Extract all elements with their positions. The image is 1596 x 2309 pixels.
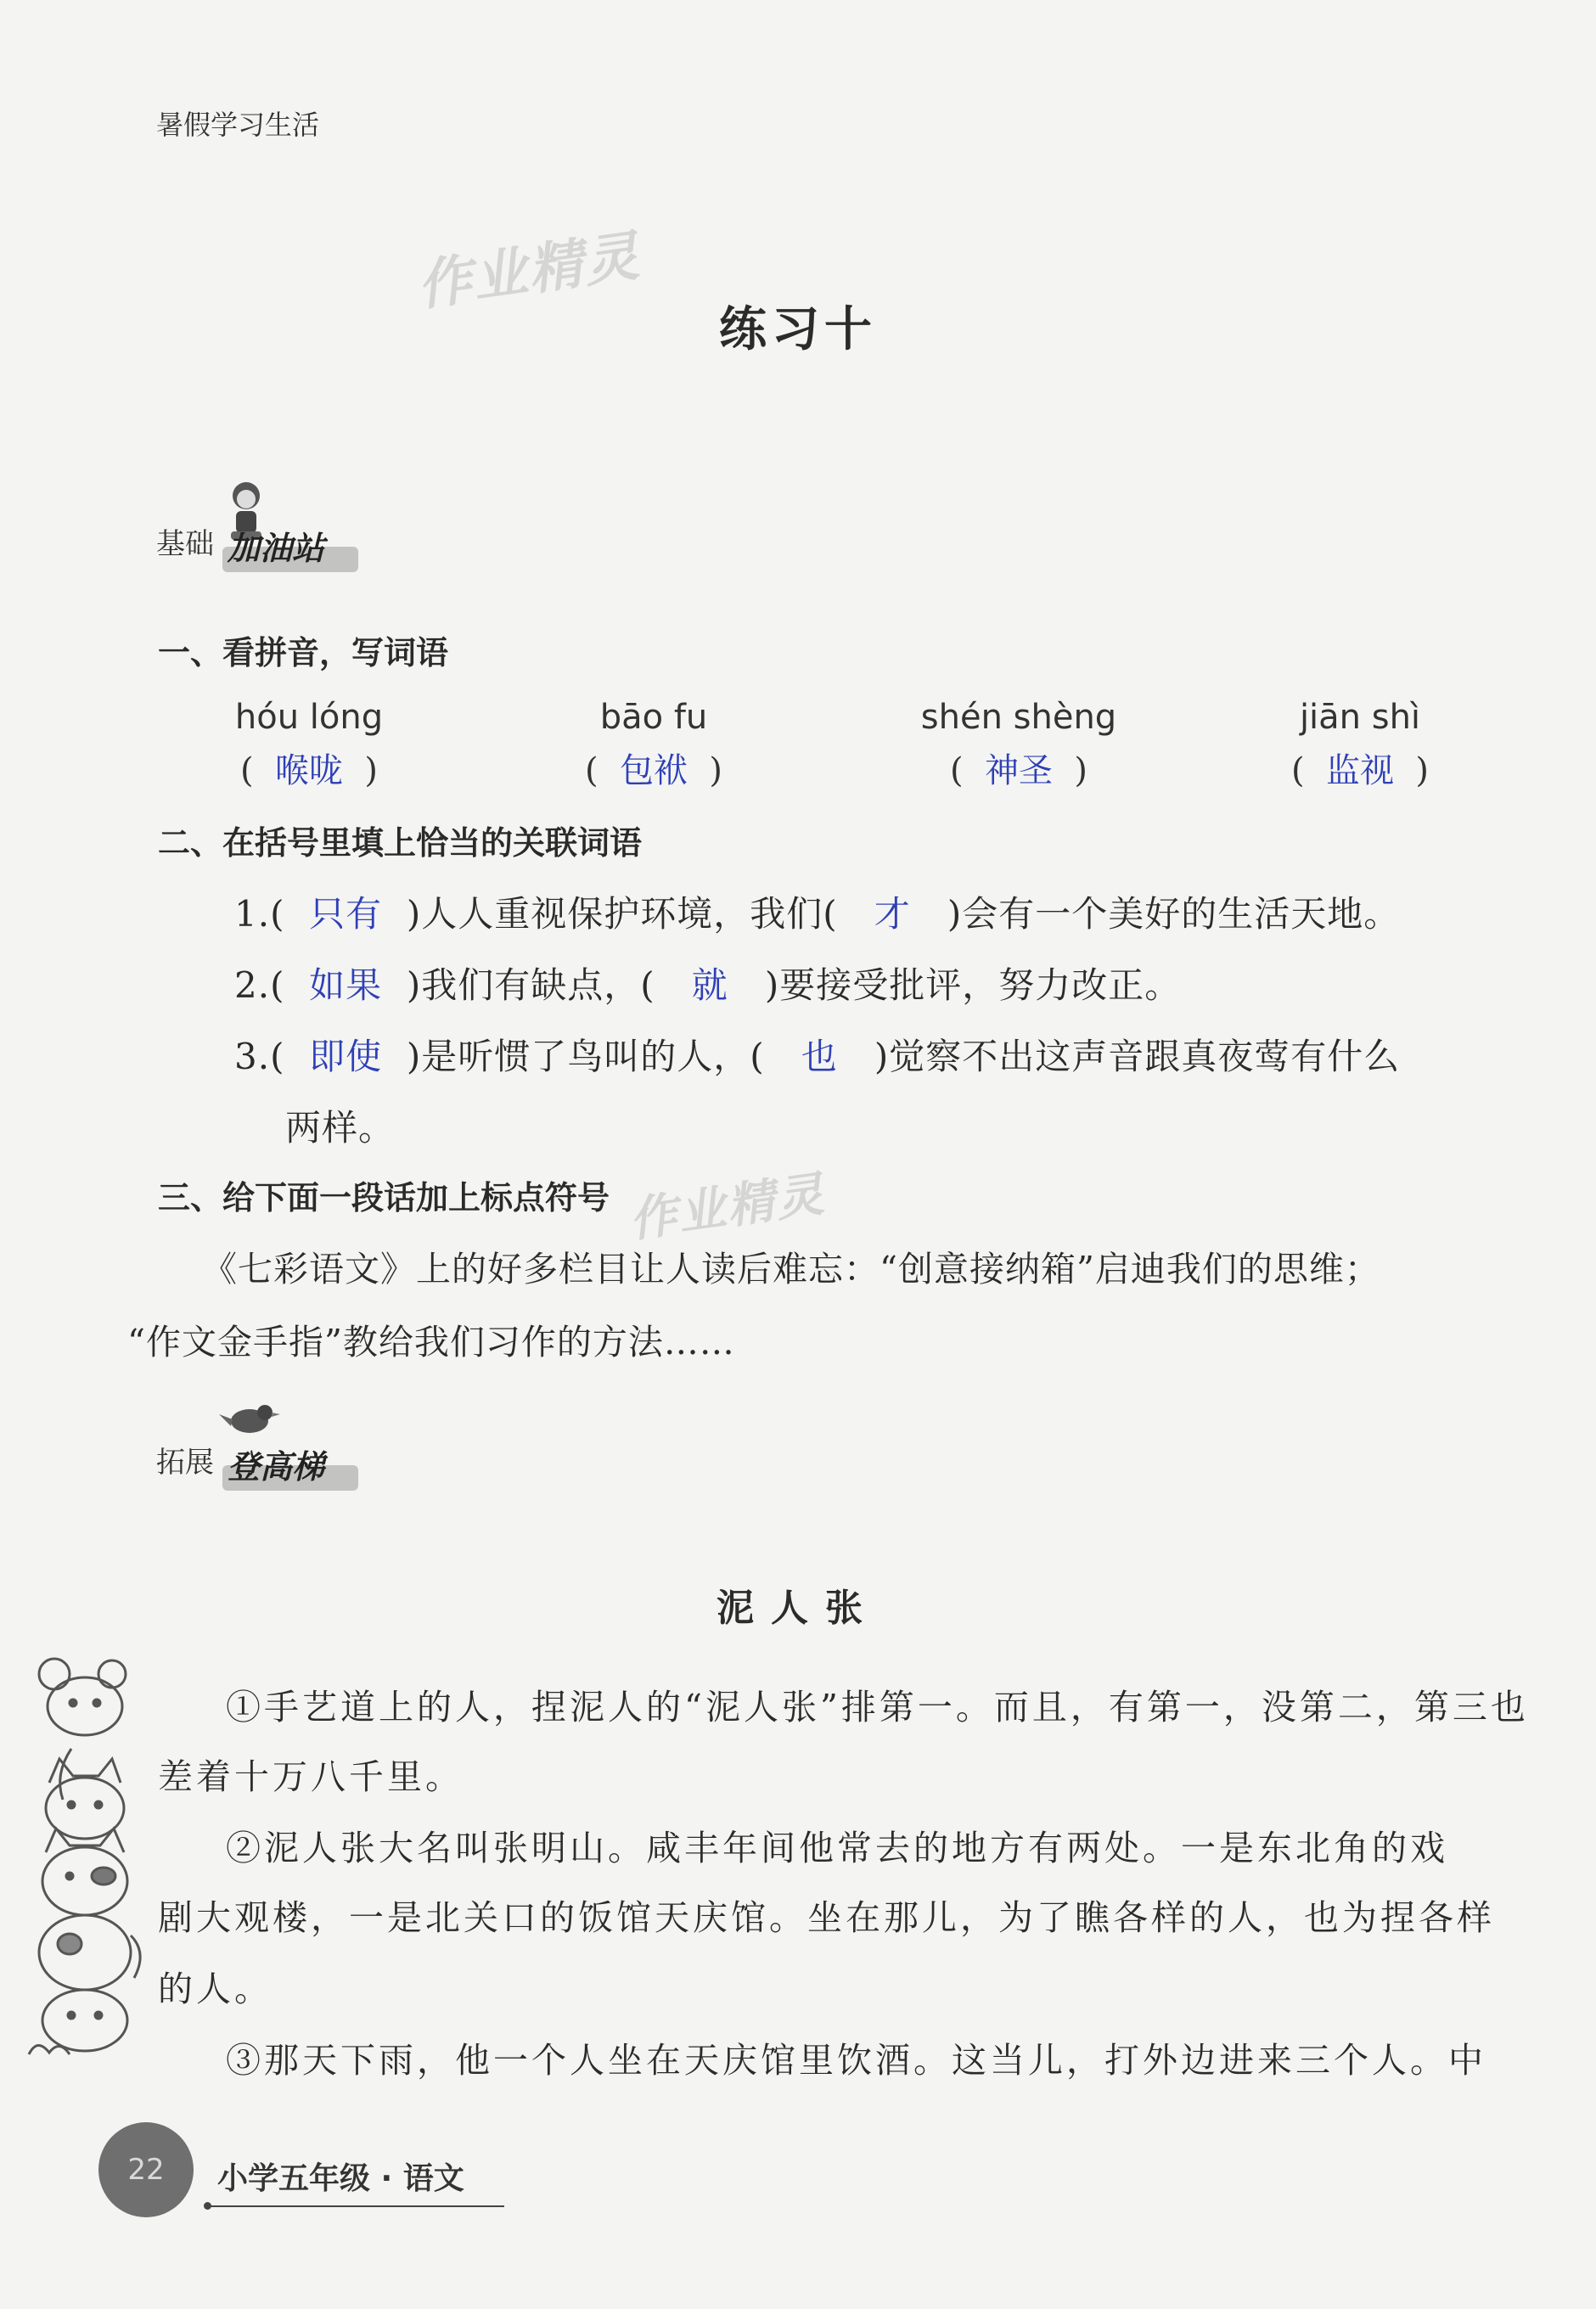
question-line: 3.( 即使 )是听惯了鸟叫的人，( 也 )觉察不出这声音跟真夜莺有什么 <box>234 1036 1401 1077</box>
story-line: 的人。 <box>158 1969 273 2009</box>
handwritten-answer: 即使 <box>309 1036 383 1077</box>
section-heading: 一、看拼音，写词语 <box>158 634 449 671</box>
section-heading: 二、在括号里填上恰当的关联词语 <box>158 824 643 862</box>
question-line: 1.( 只有 )人人重视保护环境，我们( 才 )会有一个美好的生活天地。 <box>234 893 1401 935</box>
question-line: 2.( 如果 )我们有缺点，( 就 )要接受批评，努力改正。 <box>234 964 1182 1006</box>
pinyin-text: shén shèng <box>920 698 1117 737</box>
story-line: 差着十万八千里。 <box>158 1756 464 1797</box>
answer-blank: ( 喉咙 ) <box>239 751 379 790</box>
footer-rule-dot <box>204 2202 211 2210</box>
story-line: 剧大观楼，一是北关口的饭馆天庆馆。坐在那儿，为了瞧各样的人，也为捏各样 <box>158 1897 1495 1938</box>
handwritten-answer: 如果 <box>309 964 383 1006</box>
section-badge-basic <box>156 497 377 574</box>
footer-text: 小学五年级 · 语文 <box>217 2161 464 2196</box>
handwritten-answer: 只有 <box>309 893 383 935</box>
badge-big-text: 加油站 <box>228 530 325 567</box>
handwritten-answer: 包袱 <box>620 751 688 790</box>
story-line: ③那天下雨，他一个人坐在天庆馆里饮酒。这当儿，打外边进来三个人。中 <box>226 2040 1486 2081</box>
punctuation-line: 《七彩语文》上的好多栏目让人读后难忘：“创意接纳箱”启迪我们的思维； <box>202 1249 1380 1289</box>
answer-blank: ( 包袱 ) <box>584 751 723 790</box>
punctuation-line: “作文金手指”教给我们习作的方法…… <box>127 1322 735 1362</box>
handwritten-answer: 神圣 <box>985 751 1053 790</box>
handwritten-answer: 才 <box>874 893 911 935</box>
section-badge-extension <box>156 1416 377 1492</box>
pinyin-text: hóu lóng <box>234 698 384 737</box>
handwritten-answer: 监视 <box>1326 751 1394 790</box>
badge-big-text: 登高梯 <box>228 1448 325 1486</box>
handwritten-answer: 就 <box>691 964 728 1006</box>
footer-rule <box>207 2205 504 2207</box>
bird-icon <box>216 1394 284 1445</box>
section-heading: 三、给下面一段话加上标点符号 <box>158 1179 610 1216</box>
page-number: 22 <box>98 2122 194 2217</box>
handwritten-answer: 喉咙 <box>275 751 343 790</box>
page-title: 练习十 <box>719 301 877 357</box>
question-line-continued: 两样。 <box>285 1107 396 1149</box>
pinyin-text: jiān shì <box>1299 698 1421 737</box>
story-line: ②泥人张大名叫张明山。咸丰年间他常去的地方有两处。一是东北角的戏 <box>226 1828 1448 1868</box>
watermark-logo: 作业精灵 <box>626 1166 829 1249</box>
badge-small-text: 基础 <box>156 527 214 561</box>
pinyin-text: bāo fu <box>599 698 708 737</box>
series-header: 暑假学习生活 <box>156 109 320 141</box>
story-title: 泥人张 <box>717 1587 879 1630</box>
answer-blank: ( 神圣 ) <box>949 751 1088 790</box>
animal-stack-illustration <box>20 1655 156 2063</box>
handwritten-answer: 也 <box>801 1036 838 1077</box>
watermark-logo: 作业精灵 <box>413 224 644 318</box>
badge-small-text: 拓展 <box>156 1446 214 1480</box>
answer-blank: ( 监视 ) <box>1290 751 1430 790</box>
story-line: ①手艺道上的人，捏泥人的“泥人张”排第一。而且，有第一，没第二，第三也 <box>226 1687 1529 1728</box>
